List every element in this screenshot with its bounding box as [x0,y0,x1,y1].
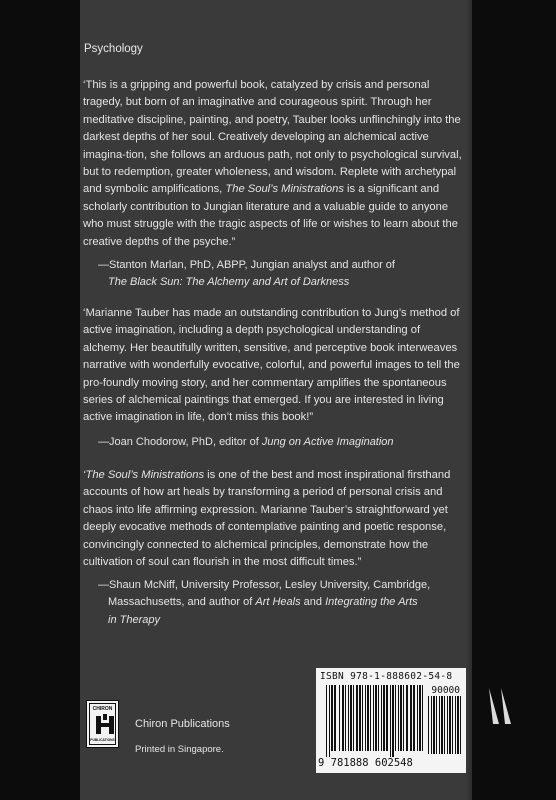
barcode-bar [460,696,461,754]
isbn-text: ISBN 978-1-888602-54-8 [320,671,453,682]
barcode-bar [419,685,421,751]
barcode-bar [353,685,354,751]
barcode-bar [428,696,429,754]
review-attribution-1: —Stanton Marlan, PhD, ABPP, Jungian analyst and author of The Black Sun: The Alchemy and Art of Darkness [98,259,395,289]
review-attribution-2: —Joan Chodorow, PhD, editor of Jung on Active Imagination [98,436,394,448]
centaur-icon [95,714,115,736]
barcode-bar [345,685,346,751]
barcode-bar [410,685,412,751]
review-quote-2: ‘Marianne Tauber has made an outstanding contribution to Jung’s method of active imagination, including a depth psychological understanding of alchemy. Her beautifully written, sensitive, and perceptive book interweaves narrative with wonderfully evocative, colorful, and powerful images to tell the pro-foundly moving story, and her commentary amplifies the spontaneous series of alchemical paintings that emerged. If you are interested in living active imagination in life, don’t miss this book!” [83,307,460,424]
barcode-bar [326,685,327,757]
barcode-bar [392,685,394,757]
barcode-bar [331,685,333,751]
barcode-bar [457,696,459,754]
barcode-bar [381,685,382,751]
barcode-bar [370,685,371,751]
barcode-bar [436,696,437,754]
barcode-bar [455,696,456,754]
barcode-bar [439,696,440,754]
barcode-bar [350,685,352,751]
barcode-bar [441,696,443,754]
barcode-bar [395,685,396,751]
barcode-bar [373,685,374,751]
barcode-bar [386,685,388,751]
barcode-bar [367,685,369,751]
barcode-bar [359,685,361,751]
barcode-bar [334,685,336,751]
barcode-bar [447,696,448,754]
barcode-bar [433,696,435,754]
back-cover [80,0,472,800]
barcode-bar [406,685,408,751]
category-label: Psychology [84,43,143,55]
barcode-bar [390,685,391,757]
barcode-bar [365,685,366,751]
barcode-bar [342,685,344,751]
ean-barcode-bars [326,685,424,757]
barcode-bar [449,696,451,754]
barcode-bar [431,696,432,754]
ean-digits: 9 781888 602548 [318,757,413,769]
barcode-bar [444,696,445,754]
barcode-bar [329,685,330,757]
printed-in-label: Printed in Singapore. [135,744,224,755]
barcode-bar [422,685,423,751]
barcode-bar [339,685,340,751]
spine-mark-icon [487,688,513,724]
barcode-bar [398,685,399,751]
price-code: 90000 [431,685,460,696]
isbn-barcode [316,668,466,773]
barcode-bar [417,685,418,751]
publisher-name: Chiron Publications [135,718,230,730]
barcode-bar [413,685,415,751]
barcode-bar [378,685,379,751]
barcode-bar [348,685,349,751]
review-attribution-3: —Shaun McNiff, University Professor, Lesley University, Cambridge, Massachusetts, and author of Art Heals and Integrating the Arts in Therapy [98,579,431,626]
chiron-logo: CHIRON PUBLICATIONS [86,700,119,748]
barcode-bar [400,685,402,751]
barcode-bar [403,685,404,751]
barcode-bar [383,685,385,751]
review-quote-3: ‘The Soul’s Ministrations is one of the best and most inspirational firsthand accounts of how art heals by transforming a period of personal crisis and chaos into life affirming expression. Marianne Tauber’s straightforward yet deeply evocative methods of contemplative painting and poetic response, convincingly connected to alchemical principles, demonstrate how the cultivation of soul can flourish in the most difficult times.” [83,469,451,569]
review-quote-1: ‘This is a gripping and powerful book, catalyzed by crisis and personal tragedy, but born of an imaginative and courageous spirit. Through her meditative discipline, painting, and poetry, Tauber looks unflinchingly into the darkest depths of her soul. Creatively developing an alchemical active imagina-tion, she follows an arduous path, not only to psychological survival, but to redemption, greater wholeness, and wisdom. Replete with archetypal and symbolic amplifications, The Soul’s Ministrations is a significant and scholarly contribution to Jungian literature and a valuable guide to anyone who must struggle with the tragic aspects of life or wishes to learn about the creative depths of the psyche.” [83,79,462,248]
addon-barcode-bars [428,696,462,754]
barcode-bar [356,685,358,751]
barcode-bar [362,685,363,751]
barcode-bar [375,685,377,751]
barcode-bar [452,696,453,754]
